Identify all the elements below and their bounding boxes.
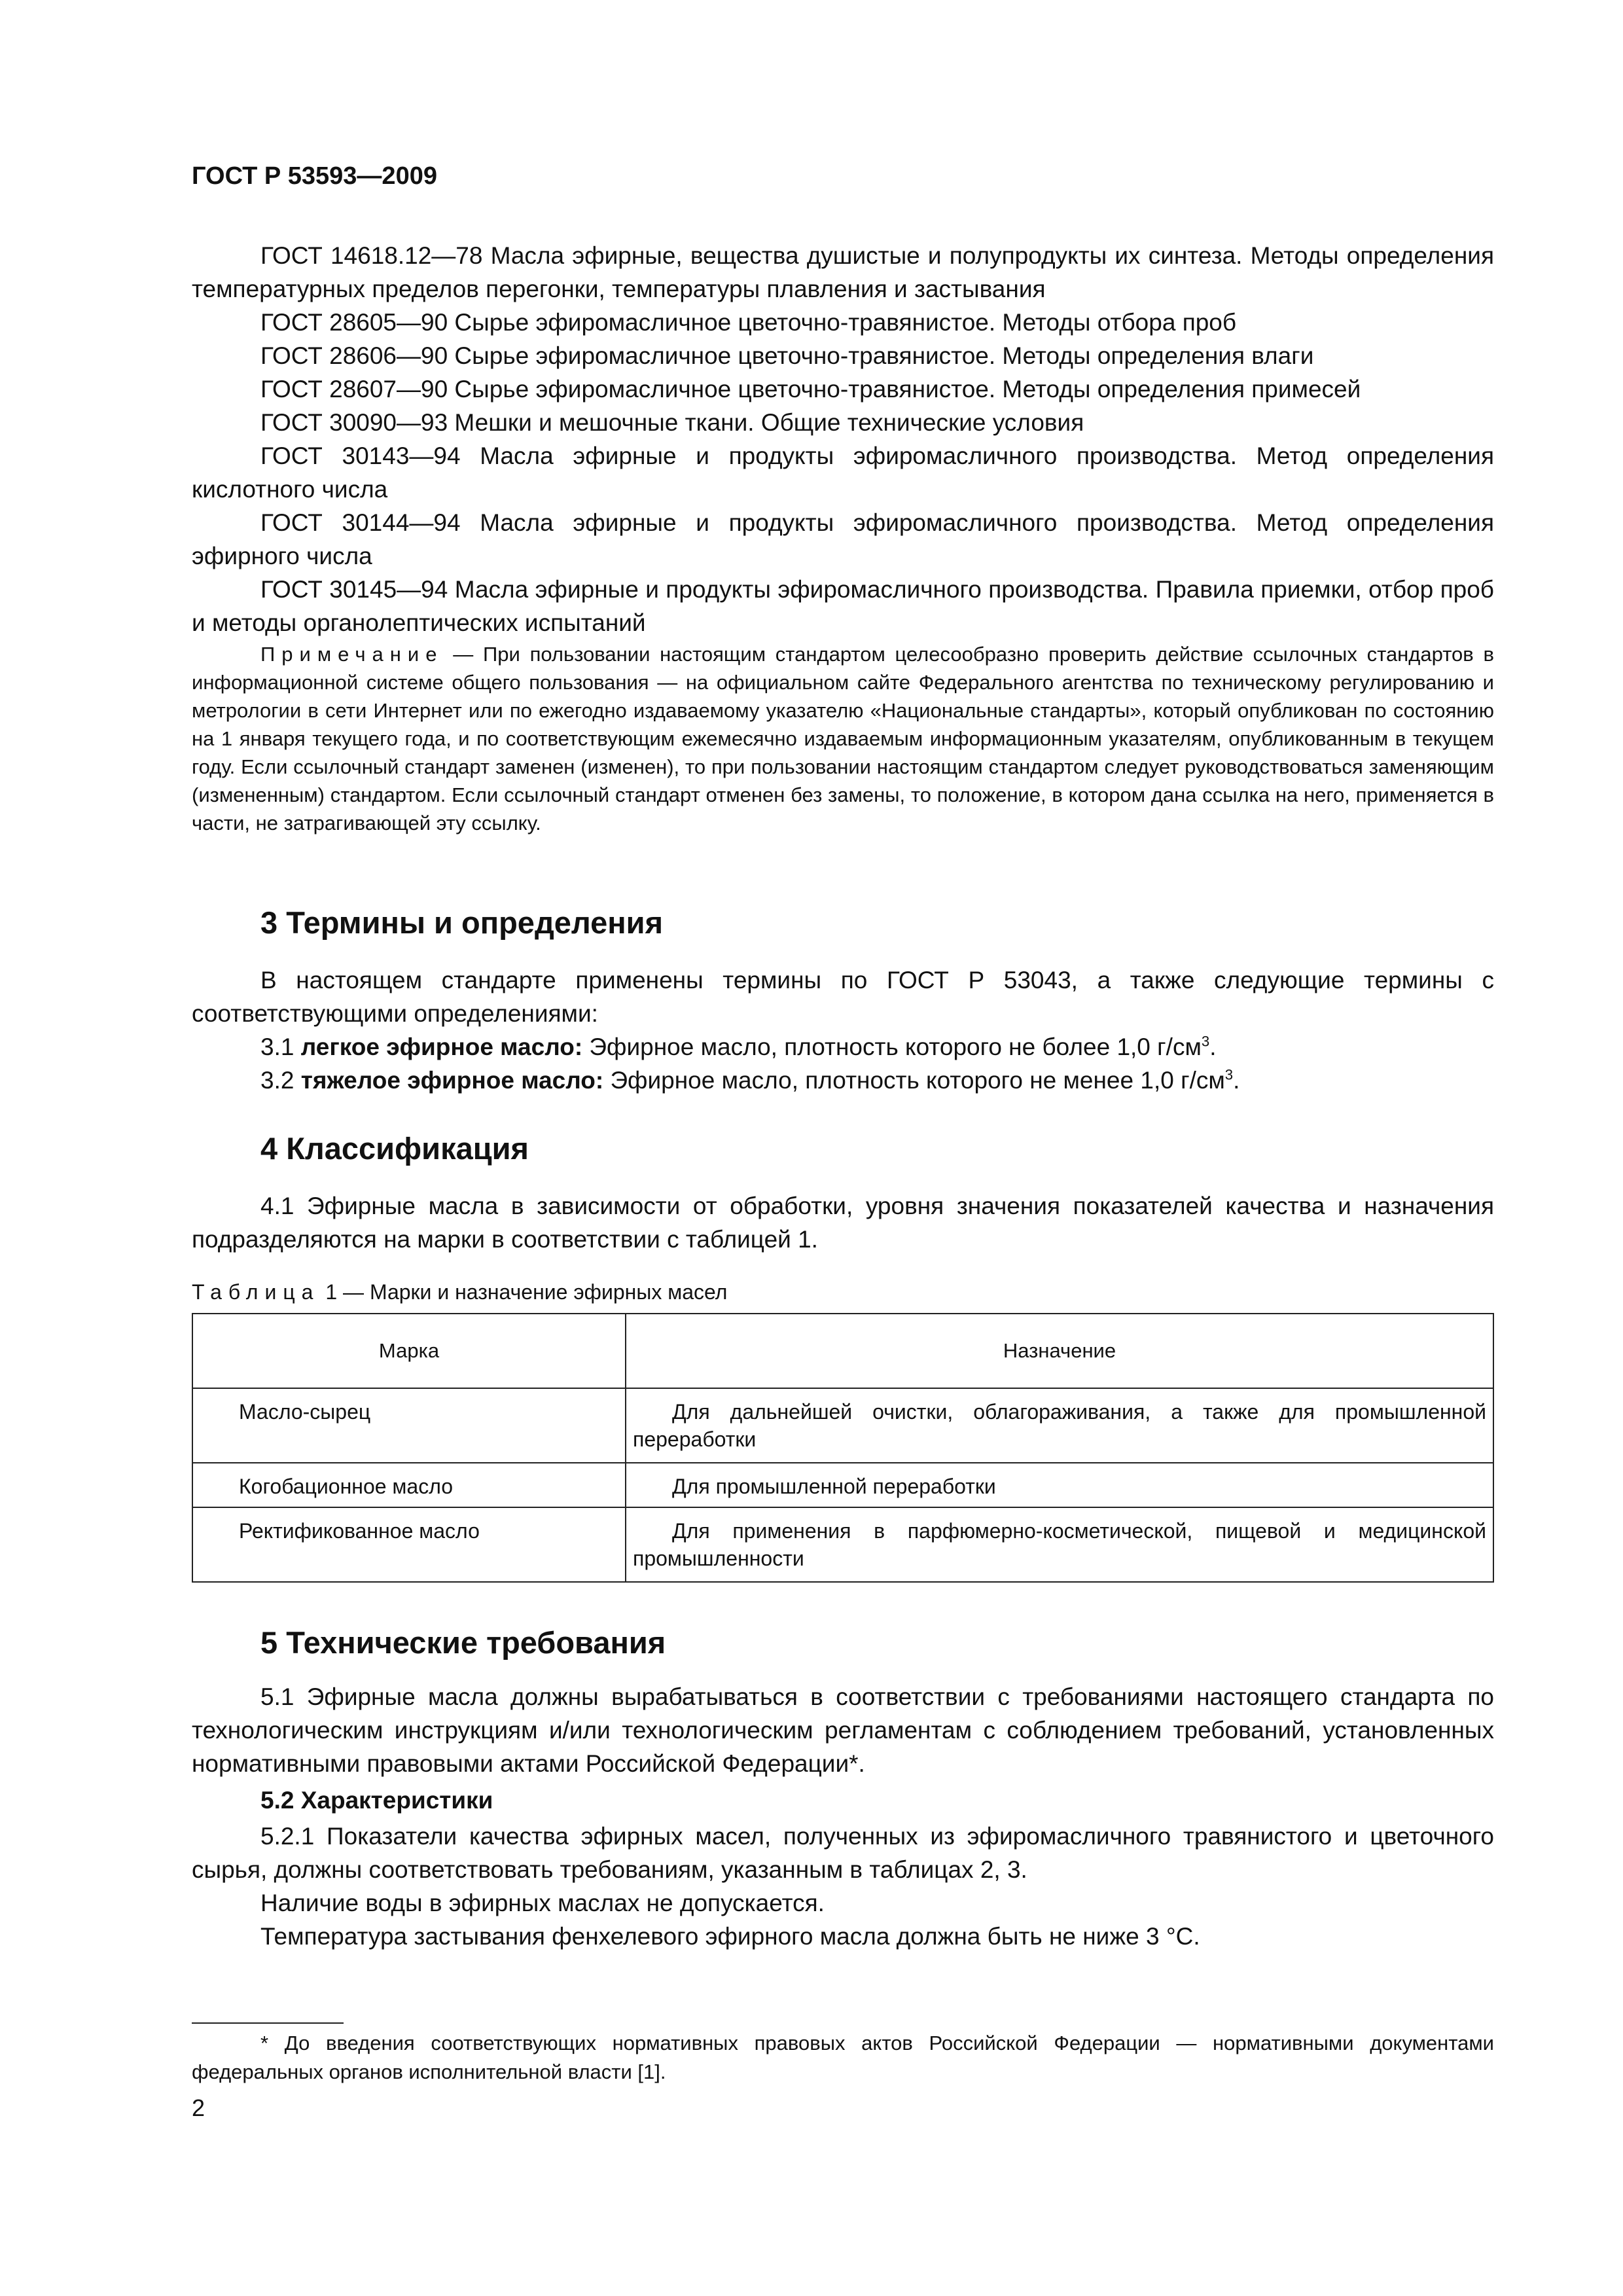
table-row	[192, 1507, 1493, 1582]
section-4-title: 4 Классификация	[260, 1131, 529, 1166]
subsection-5-2-title: 5.2 Характеристики	[260, 1787, 493, 1814]
note-block	[192, 640, 1494, 837]
table-header-cell: Назначение	[626, 1314, 1493, 1388]
section-4-body	[192, 1189, 1494, 1256]
note-text: — При пользовании настоящим стандартом целесообразно проверить действие ссылочных стандартов в информационной системе общего пользования — на официальном сайте Федерального агентства по техническому регулированию и метрологии в сети Интернет или по ежегодно издаваемому указателю «Национальные стандарты», который опубликован по состоянию на 1 января текущего года, и по соответствующим ежемесячно издаваемым информационным указателям, опубликованным в текущем году. Если ссылочный стандарт заменен (изменен), то при пользовании настоящим стандартом следует руководствоваться заменяющим (измененным) стандартом. Если ссылочный стандарт отменен без замены, то положение, в котором дана ссылка на него, применяется в части, не затрагивающей эту ссылку.	[192, 643, 1494, 834]
note-label: Примечание	[260, 643, 444, 666]
table-header-cell: Марка	[192, 1314, 626, 1388]
table-cell-purpose: Для дальнейшей очистки, облагораживания, а также для промышленной переработки	[626, 1388, 1493, 1463]
table-cell-grade: Когобационное масло	[192, 1463, 626, 1507]
footnote	[192, 2029, 1494, 2087]
document-code: ГОСТ Р 53593—2009	[192, 162, 437, 190]
reference-item: ГОСТ 30090—93 Мешки и мешочные ткани. Общие технические условия	[260, 409, 1084, 436]
table-1-caption: Таблица 1 — Марки и назначение эфирных масел	[192, 1280, 728, 1304]
section-3-body	[192, 963, 1494, 1097]
normative-references	[192, 239, 1494, 639]
footnote-divider	[192, 2022, 344, 2024]
table-row	[192, 1388, 1493, 1463]
section-5-title: 5 Технические требования	[260, 1625, 666, 1660]
table-cell-purpose: Для применения в парфюмерно-косметической, пищевой и медицинской промышленности	[626, 1507, 1493, 1582]
paragraph-4-1: 4.1 Эфирные масла в зависимости от обработки, уровня значения показателей качества и назначения подразделяются на марки в соответствии с таблицей 1.	[192, 1193, 1494, 1253]
reference-item: ГОСТ 28607—90 Сырье эфиромасличное цветочно-травянистое. Методы определения примесей	[260, 376, 1361, 403]
table-cell-grade: Ректификованное масло	[192, 1507, 626, 1582]
subsection-5-2-body	[192, 1820, 1494, 1953]
paragraph-temperature: Температура застывания фенхелевого эфирного масла должна быть не ниже 3 °С.	[260, 1923, 1200, 1950]
paragraph-5-1: 5.1 Эфирные масла должны вырабатываться в соответствии с требованиями настоящего стандарта по технологическим инструкциям и/или технологическим регламентам с соблюдением требований, установленных нормативными правовыми актами Российской Федерации*.	[192, 1683, 1494, 1777]
table-cell-purpose: Для промышленной переработки	[626, 1463, 1493, 1507]
table-row	[192, 1463, 1493, 1507]
section-3-intro: В настоящем стандарте применены термины по ГОСТ Р 53043, а также следующие термины с соответствующими определениями:	[192, 967, 1494, 1027]
table-header-row	[192, 1314, 1493, 1388]
reference-item: ГОСТ 30145—94 Масла эфирные и продукты эфиромасличного производства. Правила приемки, отбор проб и методы органолептических испытаний	[192, 576, 1494, 636]
table-1	[192, 1313, 1494, 1583]
paragraph-5-2-1: 5.2.1 Показатели качества эфирных масел, полученных из эфиромасличного травянистого и цветочного сырья, должны соответствовать требованиям, указанным в таблицах 2, 3.	[192, 1823, 1494, 1883]
term-3-1: 3.1 легкое эфирное масло: Эфирное масло, плотность которого не более 1,0 $г/см^3$.	[260, 1033, 1217, 1060]
section-5-body	[192, 1680, 1494, 1780]
term-3-2: 3.2 тяжелое эфирное масло: Эфирное масло, плотность которого не менее 1,0 $г/см^3$.	[260, 1066, 1240, 1094]
reference-item: ГОСТ 28606—90 Сырье эфиромасличное цветочно-травянистое. Методы определения влаги	[260, 342, 1314, 369]
paragraph-water: Наличие воды в эфирных маслах не допускается.	[260, 1890, 825, 1916]
reference-item: ГОСТ 30144—94 Масла эфирные и продукты эфиромасличного производства. Метод определения эфирного числа	[192, 509, 1494, 569]
section-3-title: 3 Термины и определения	[260, 905, 663, 940]
reference-item: ГОСТ 14618.12—78 Масла эфирные, вещества душистые и полупродукты их синтеза. Методы определения температурных пределов перегонки, температуры плавления и застывания	[192, 242, 1494, 302]
reference-item: ГОСТ 28605—90 Сырье эфиромасличное цветочно-травянистое. Методы отбора проб	[260, 309, 1237, 336]
reference-item: ГОСТ 30143—94 Масла эфирные и продукты эфиромасличного производства. Метод определения кислотного числа	[192, 442, 1494, 503]
footnote-text: * До введения соответствующих нормативных правовых актов Российской Федерации — нормативными документами федеральных органов исполнительной власти [1].	[192, 2032, 1494, 2083]
page-number: 2	[192, 2094, 205, 2121]
table-cell-grade: Масло-сырец	[192, 1388, 626, 1463]
